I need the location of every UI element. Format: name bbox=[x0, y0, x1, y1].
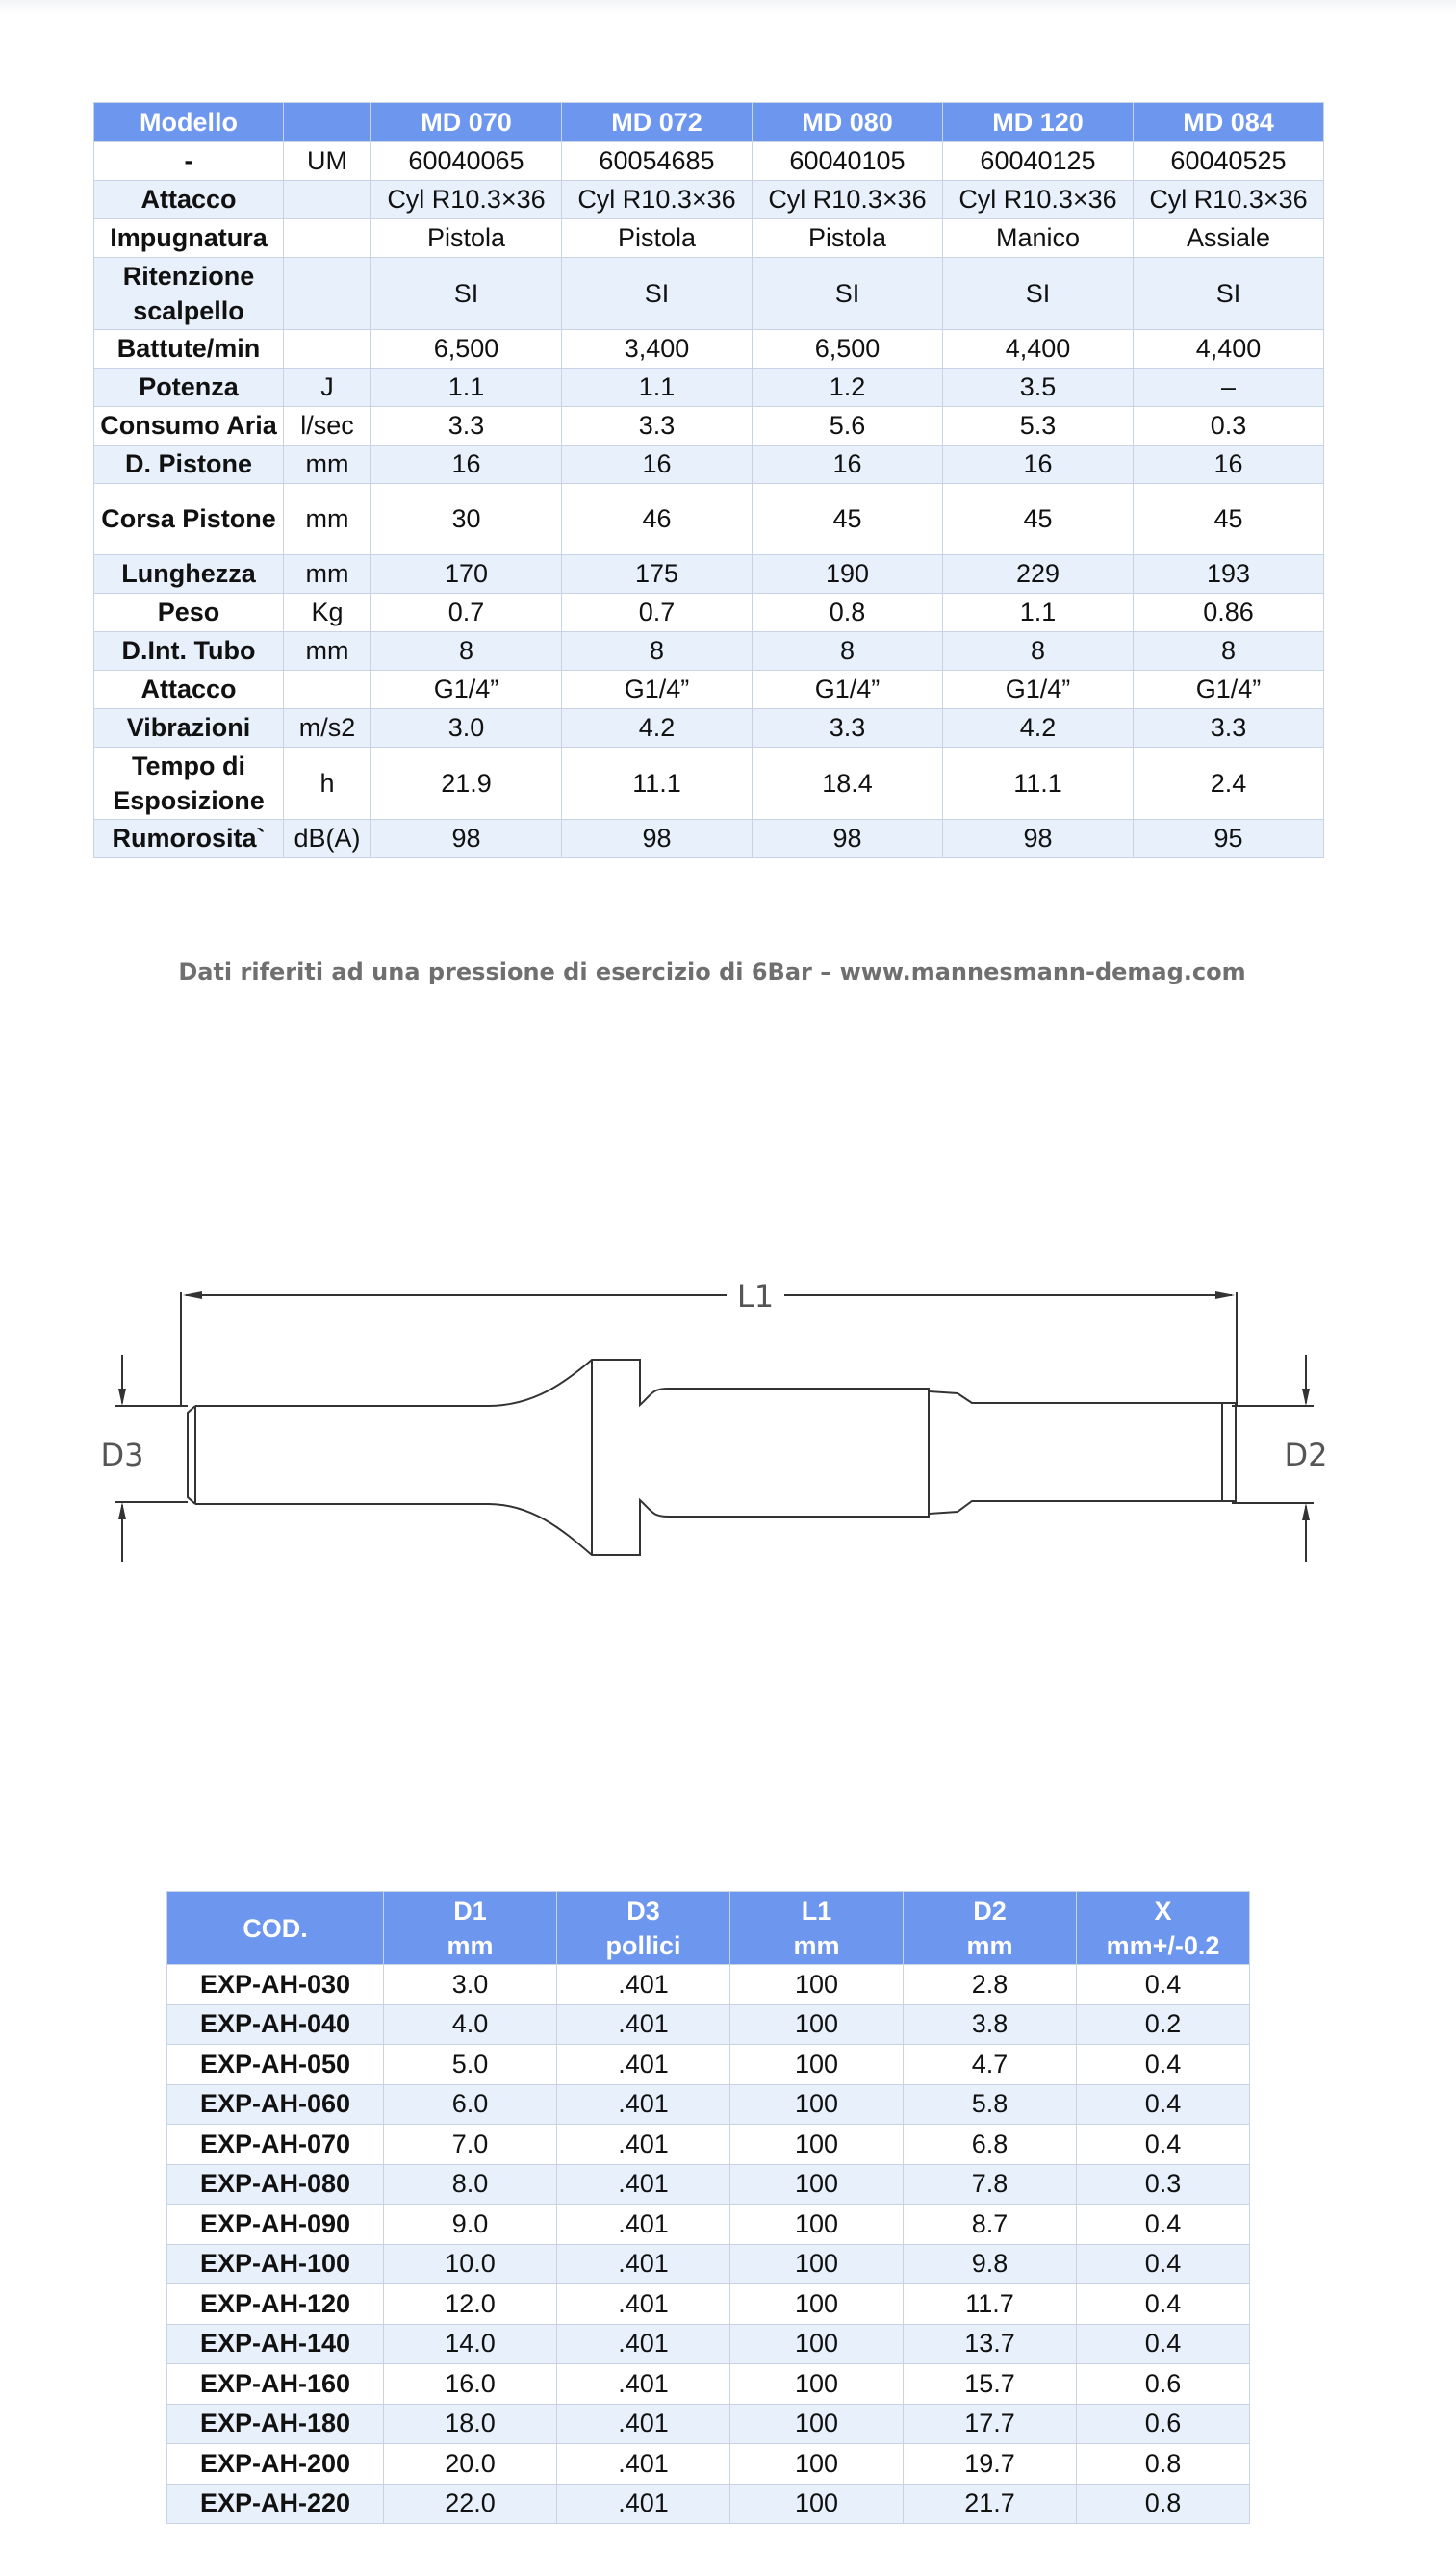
table-row bbox=[167, 2324, 1250, 2364]
value-cell: – bbox=[1134, 369, 1324, 407]
value-cell: SI bbox=[753, 258, 943, 330]
value-cell: Pistola bbox=[562, 219, 753, 258]
value-cell: 6.0 bbox=[384, 2084, 557, 2125]
value-cell: Cyl R10.3×36 bbox=[562, 181, 753, 219]
value-cell: 45 bbox=[1134, 484, 1324, 555]
table-row bbox=[167, 2205, 1250, 2245]
value-cell: 0.4 bbox=[1077, 2084, 1250, 2125]
table-row bbox=[94, 555, 1324, 594]
value-cell: 16 bbox=[1134, 446, 1324, 484]
value-cell: 16 bbox=[562, 446, 753, 484]
value-cell: 0.8 bbox=[1077, 2484, 1250, 2524]
value-cell: 2.4 bbox=[1134, 748, 1324, 820]
table-row bbox=[167, 2125, 1250, 2165]
code-cell: EXP-AH-200 bbox=[167, 2444, 384, 2485]
table-row bbox=[167, 2364, 1250, 2405]
row-label: Ritenzione scalpello bbox=[94, 258, 284, 330]
value-cell: 16 bbox=[943, 446, 1134, 484]
value-cell: 4,400 bbox=[1134, 330, 1324, 369]
value-cell: 18.0 bbox=[384, 2404, 557, 2444]
code-cell: EXP-AH-040 bbox=[167, 2004, 384, 2045]
code-cell: EXP-AH-160 bbox=[167, 2364, 384, 2405]
value-cell: 4.7 bbox=[904, 2045, 1077, 2085]
value-cell: 46 bbox=[562, 484, 753, 555]
value-cell: 170 bbox=[371, 555, 562, 594]
row-label: Corsa Pistone bbox=[94, 484, 284, 555]
row-unit bbox=[284, 671, 371, 709]
value-cell: 5.8 bbox=[904, 2084, 1077, 2125]
value-cell: 95 bbox=[1134, 820, 1324, 858]
value-cell: 20.0 bbox=[384, 2444, 557, 2485]
value-cell: 15.7 bbox=[904, 2364, 1077, 2405]
table-row bbox=[94, 219, 1324, 258]
code-cell: EXP-AH-220 bbox=[167, 2484, 384, 2524]
value-cell: 45 bbox=[943, 484, 1134, 555]
value-cell: 0.4 bbox=[1077, 2125, 1250, 2165]
d2-arrow-top bbox=[1302, 1389, 1310, 1406]
row-unit: mm bbox=[284, 484, 371, 555]
row-label: D. Pistone bbox=[94, 446, 284, 484]
code-cell: EXP-AH-140 bbox=[167, 2324, 384, 2364]
value-cell: Pistola bbox=[753, 219, 943, 258]
row-label: Attacco bbox=[94, 671, 284, 709]
value-cell: SI bbox=[371, 258, 562, 330]
value-cell: 8.7 bbox=[904, 2205, 1077, 2245]
code-cell: EXP-AH-100 bbox=[167, 2244, 384, 2284]
value-cell: 98 bbox=[943, 820, 1134, 858]
value-cell: 11.7 bbox=[904, 2284, 1077, 2325]
value-cell: 100 bbox=[730, 2164, 904, 2205]
header-label: L1 bbox=[801, 1896, 832, 1926]
value-cell: 0.3 bbox=[1077, 2164, 1250, 2205]
value-cell: Cyl R10.3×36 bbox=[943, 181, 1134, 219]
value-cell: 0.4 bbox=[1077, 2284, 1250, 2325]
value-cell: 193 bbox=[1134, 555, 1324, 594]
row-unit: l/sec bbox=[284, 407, 371, 446]
row-unit: mm bbox=[284, 446, 371, 484]
row-label: Lunghezza bbox=[94, 555, 284, 594]
value-cell: 18.4 bbox=[753, 748, 943, 820]
value-cell: 60040065 bbox=[371, 142, 562, 181]
row-label: - bbox=[94, 142, 284, 181]
value-cell: Pistola bbox=[371, 219, 562, 258]
value-cell: 3.3 bbox=[1134, 709, 1324, 748]
value-cell: 0.7 bbox=[562, 594, 753, 632]
value-cell: 0.4 bbox=[1077, 2244, 1250, 2284]
value-cell: 14.0 bbox=[384, 2324, 557, 2364]
value-cell: 4.2 bbox=[943, 709, 1134, 748]
value-cell: .401 bbox=[557, 2284, 730, 2325]
value-cell: 100 bbox=[730, 2364, 904, 2405]
header-cell bbox=[904, 1892, 1077, 1965]
value-cell: 11.1 bbox=[562, 748, 753, 820]
d3-arrow-bottom bbox=[118, 1502, 126, 1519]
value-cell: 100 bbox=[730, 2404, 904, 2444]
value-cell: 4.2 bbox=[562, 709, 753, 748]
value-cell: 21.7 bbox=[904, 2484, 1077, 2524]
row-label: Tempo di Esposizione bbox=[94, 748, 284, 820]
value-cell: 21.9 bbox=[371, 748, 562, 820]
table-row bbox=[94, 258, 1324, 330]
value-cell: 8 bbox=[562, 632, 753, 671]
table-row bbox=[167, 1965, 1250, 2005]
value-cell: 3.0 bbox=[384, 1965, 557, 2005]
value-cell: 100 bbox=[730, 2284, 904, 2325]
value-cell: 98 bbox=[753, 820, 943, 858]
table-row bbox=[94, 709, 1324, 748]
value-cell: 100 bbox=[730, 2125, 904, 2165]
header-label: D3 bbox=[626, 1896, 660, 1926]
value-cell: 11.1 bbox=[943, 748, 1134, 820]
table-row bbox=[94, 369, 1324, 407]
value-cell: 4,400 bbox=[943, 330, 1134, 369]
value-cell: 8 bbox=[943, 632, 1134, 671]
table-row bbox=[167, 2444, 1250, 2485]
row-label: Potenza bbox=[94, 369, 284, 407]
tool-dimension-drawing bbox=[91, 1268, 1342, 1586]
value-cell: 100 bbox=[730, 2244, 904, 2284]
value-cell: .401 bbox=[557, 2484, 730, 2524]
header-label: D2 bbox=[973, 1896, 1007, 1926]
header-cell: MD 070 bbox=[371, 103, 562, 142]
value-cell: SI bbox=[943, 258, 1134, 330]
value-cell: .401 bbox=[557, 2004, 730, 2045]
codes-header-row bbox=[167, 1892, 1250, 1965]
table-row bbox=[94, 820, 1324, 858]
value-cell: 1.2 bbox=[753, 369, 943, 407]
value-cell: 3,400 bbox=[562, 330, 753, 369]
value-cell: 3.3 bbox=[371, 407, 562, 446]
code-cell: EXP-AH-070 bbox=[167, 2125, 384, 2165]
value-cell: 0.4 bbox=[1077, 2324, 1250, 2364]
value-cell: 8 bbox=[1134, 632, 1324, 671]
value-cell: 19.7 bbox=[904, 2444, 1077, 2485]
table-row bbox=[94, 632, 1324, 671]
value-cell: 100 bbox=[730, 2444, 904, 2485]
header-cell: Modello bbox=[94, 103, 284, 142]
value-cell: 5.3 bbox=[943, 407, 1134, 446]
code-cell: EXP-AH-030 bbox=[167, 1965, 384, 2005]
value-cell: 6,500 bbox=[371, 330, 562, 369]
value-cell: 0.7 bbox=[371, 594, 562, 632]
d2-label: D2 bbox=[1284, 1437, 1328, 1473]
value-cell: .401 bbox=[557, 1965, 730, 2005]
value-cell: G1/4” bbox=[753, 671, 943, 709]
table-row bbox=[167, 2045, 1250, 2085]
row-label: D.Int. Tubo bbox=[94, 632, 284, 671]
header-cell bbox=[167, 1892, 384, 1965]
value-cell: 45 bbox=[753, 484, 943, 555]
value-cell: 229 bbox=[943, 555, 1134, 594]
l1-arrow-left bbox=[183, 1291, 202, 1299]
value-cell: Manico bbox=[943, 219, 1134, 258]
value-cell: 0.4 bbox=[1077, 2205, 1250, 2245]
value-cell: SI bbox=[1134, 258, 1324, 330]
value-cell: 22.0 bbox=[384, 2484, 557, 2524]
row-unit: UM bbox=[284, 142, 371, 181]
row-unit: mm bbox=[284, 632, 371, 671]
value-cell: G1/4” bbox=[562, 671, 753, 709]
table-row bbox=[167, 2284, 1250, 2325]
table-row bbox=[94, 484, 1324, 555]
row-unit: dB(A) bbox=[284, 820, 371, 858]
value-cell: 3.3 bbox=[753, 709, 943, 748]
table-row bbox=[94, 671, 1324, 709]
code-cell: EXP-AH-060 bbox=[167, 2084, 384, 2125]
value-cell: 5.6 bbox=[753, 407, 943, 446]
value-cell: 60040125 bbox=[943, 142, 1134, 181]
value-cell: 7.0 bbox=[384, 2125, 557, 2165]
value-cell: 3.5 bbox=[943, 369, 1134, 407]
models-spec-table bbox=[93, 102, 1324, 858]
codes-table bbox=[166, 1891, 1250, 2524]
value-cell: 60040525 bbox=[1134, 142, 1324, 181]
header-unit: pollici bbox=[605, 1930, 681, 1960]
value-cell: 0.8 bbox=[753, 594, 943, 632]
value-cell: .401 bbox=[557, 2084, 730, 2125]
value-cell: 1.1 bbox=[943, 594, 1134, 632]
value-cell: .401 bbox=[557, 2324, 730, 2364]
table-row bbox=[94, 594, 1324, 632]
value-cell: 100 bbox=[730, 2324, 904, 2364]
l1-arrow-right bbox=[1215, 1291, 1235, 1299]
code-cell: EXP-AH-050 bbox=[167, 2045, 384, 2085]
value-cell: 0.4 bbox=[1077, 2045, 1250, 2085]
row-unit bbox=[284, 181, 371, 219]
value-cell: 3.8 bbox=[904, 2004, 1077, 2045]
d3-label: D3 bbox=[100, 1437, 144, 1473]
table-row bbox=[94, 446, 1324, 484]
value-cell: .401 bbox=[557, 2164, 730, 2205]
value-cell: 0.86 bbox=[1134, 594, 1324, 632]
value-cell: Cyl R10.3×36 bbox=[371, 181, 562, 219]
value-cell: Cyl R10.3×36 bbox=[753, 181, 943, 219]
header-cell bbox=[730, 1892, 904, 1965]
row-label: Attacco bbox=[94, 181, 284, 219]
row-label: Battute/min bbox=[94, 330, 284, 369]
value-cell: 100 bbox=[730, 2045, 904, 2085]
l1-label: L1 bbox=[736, 1278, 775, 1314]
models-header-row bbox=[94, 103, 1324, 142]
tool-tip bbox=[1222, 1403, 1236, 1501]
value-cell: 8 bbox=[753, 632, 943, 671]
value-cell: 16 bbox=[753, 446, 943, 484]
value-cell: 0.6 bbox=[1077, 2364, 1250, 2405]
d3-arrow-top bbox=[118, 1389, 126, 1406]
table-row bbox=[167, 2164, 1250, 2205]
value-cell: G1/4” bbox=[1134, 671, 1324, 709]
value-cell: 9.0 bbox=[384, 2205, 557, 2245]
value-cell: 16.0 bbox=[384, 2364, 557, 2405]
table-row bbox=[167, 2484, 1250, 2524]
value-cell: 0.2 bbox=[1077, 2004, 1250, 2045]
value-cell: .401 bbox=[557, 2364, 730, 2405]
value-cell: 190 bbox=[753, 555, 943, 594]
table-row bbox=[94, 142, 1324, 181]
value-cell: .401 bbox=[557, 2444, 730, 2485]
value-cell: 16 bbox=[371, 446, 562, 484]
table-row bbox=[167, 2404, 1250, 2444]
value-cell: 100 bbox=[730, 2084, 904, 2125]
code-cell: EXP-AH-120 bbox=[167, 2284, 384, 2325]
value-cell: 8 bbox=[371, 632, 562, 671]
header-unit: mm+/-0.2 bbox=[1106, 1930, 1220, 1960]
header-cell: MD 084 bbox=[1134, 103, 1324, 142]
table-row bbox=[94, 407, 1324, 446]
value-cell: .401 bbox=[557, 2205, 730, 2245]
value-cell: 0.4 bbox=[1077, 1965, 1250, 2005]
header-cell: MD 080 bbox=[753, 103, 943, 142]
value-cell: 8.0 bbox=[384, 2164, 557, 2205]
value-cell: 0.6 bbox=[1077, 2404, 1250, 2444]
code-cell: EXP-AH-180 bbox=[167, 2404, 384, 2444]
header-unit: mm bbox=[447, 1930, 494, 1960]
row-unit bbox=[284, 258, 371, 330]
row-unit: Kg bbox=[284, 594, 371, 632]
value-cell: 4.0 bbox=[384, 2004, 557, 2045]
value-cell: .401 bbox=[557, 2125, 730, 2165]
table-row bbox=[167, 2244, 1250, 2284]
value-cell: 100 bbox=[730, 2484, 904, 2524]
table-row bbox=[167, 2004, 1250, 2045]
value-cell: .401 bbox=[557, 2404, 730, 2444]
header-cell bbox=[557, 1892, 730, 1965]
header-label: X bbox=[1154, 1896, 1172, 1926]
row-label: Vibrazioni bbox=[94, 709, 284, 748]
row-label: Consumo Aria bbox=[94, 407, 284, 446]
top-bar bbox=[0, 0, 1456, 13]
row-unit: J bbox=[284, 369, 371, 407]
header-cell bbox=[384, 1892, 557, 1965]
value-cell: 100 bbox=[730, 1965, 904, 2005]
value-cell: G1/4” bbox=[943, 671, 1134, 709]
header-cell: MD 120 bbox=[943, 103, 1134, 142]
d2-arrow-bottom bbox=[1302, 1503, 1310, 1520]
value-cell: 7.8 bbox=[904, 2164, 1077, 2205]
table-row bbox=[94, 748, 1324, 820]
value-cell: 1.1 bbox=[371, 369, 562, 407]
value-cell: 10.0 bbox=[384, 2244, 557, 2284]
footnote: Dati riferiti ad una pressione di esercizio di 6Bar – www.mannesmann-demag.com bbox=[178, 958, 1246, 985]
table-row bbox=[94, 330, 1324, 369]
table-row bbox=[94, 181, 1324, 219]
value-cell: G1/4” bbox=[371, 671, 562, 709]
tool-outline-top bbox=[188, 1360, 1222, 1555]
value-cell: 60040105 bbox=[753, 142, 943, 181]
value-cell: 98 bbox=[371, 820, 562, 858]
value-cell: 5.0 bbox=[384, 2045, 557, 2085]
value-cell: 175 bbox=[562, 555, 753, 594]
value-cell: 2.8 bbox=[904, 1965, 1077, 2005]
value-cell: .401 bbox=[557, 2244, 730, 2284]
header-unit: mm bbox=[966, 1930, 1013, 1960]
row-label: Impugnatura bbox=[94, 219, 284, 258]
header-cell bbox=[284, 103, 371, 142]
header-cell: MD 072 bbox=[562, 103, 753, 142]
value-cell: 60054685 bbox=[562, 142, 753, 181]
header-unit: mm bbox=[793, 1930, 840, 1960]
row-unit: h bbox=[284, 748, 371, 820]
value-cell: 12.0 bbox=[384, 2284, 557, 2325]
value-cell: 17.7 bbox=[904, 2404, 1077, 2444]
value-cell: SI bbox=[562, 258, 753, 330]
value-cell: Cyl R10.3×36 bbox=[1134, 181, 1324, 219]
row-unit: mm bbox=[284, 555, 371, 594]
value-cell: 100 bbox=[730, 2205, 904, 2245]
value-cell: 100 bbox=[730, 2004, 904, 2045]
row-label: Rumorosita` bbox=[94, 820, 284, 858]
value-cell: 9.8 bbox=[904, 2244, 1077, 2284]
value-cell: 3.0 bbox=[371, 709, 562, 748]
value-cell: 1.1 bbox=[562, 369, 753, 407]
row-unit bbox=[284, 219, 371, 258]
value-cell: Assiale bbox=[1134, 219, 1324, 258]
value-cell: 98 bbox=[562, 820, 753, 858]
value-cell: 30 bbox=[371, 484, 562, 555]
drawing-lines bbox=[115, 1291, 1314, 1562]
code-cell: EXP-AH-080 bbox=[167, 2164, 384, 2205]
value-cell: 6,500 bbox=[753, 330, 943, 369]
code-cell: EXP-AH-090 bbox=[167, 2205, 384, 2245]
value-cell: 13.7 bbox=[904, 2324, 1077, 2364]
header-cell bbox=[1077, 1892, 1250, 1965]
header-label: D1 bbox=[453, 1896, 487, 1926]
value-cell: 3.3 bbox=[562, 407, 753, 446]
row-unit: m/s2 bbox=[284, 709, 371, 748]
value-cell: 0.3 bbox=[1134, 407, 1324, 446]
header-label: COD. bbox=[243, 1913, 308, 1943]
value-cell: 6.8 bbox=[904, 2125, 1077, 2165]
value-cell: .401 bbox=[557, 2045, 730, 2085]
row-unit bbox=[284, 330, 371, 369]
row-label: Peso bbox=[94, 594, 284, 632]
table-row bbox=[167, 2084, 1250, 2125]
value-cell: 0.8 bbox=[1077, 2444, 1250, 2485]
